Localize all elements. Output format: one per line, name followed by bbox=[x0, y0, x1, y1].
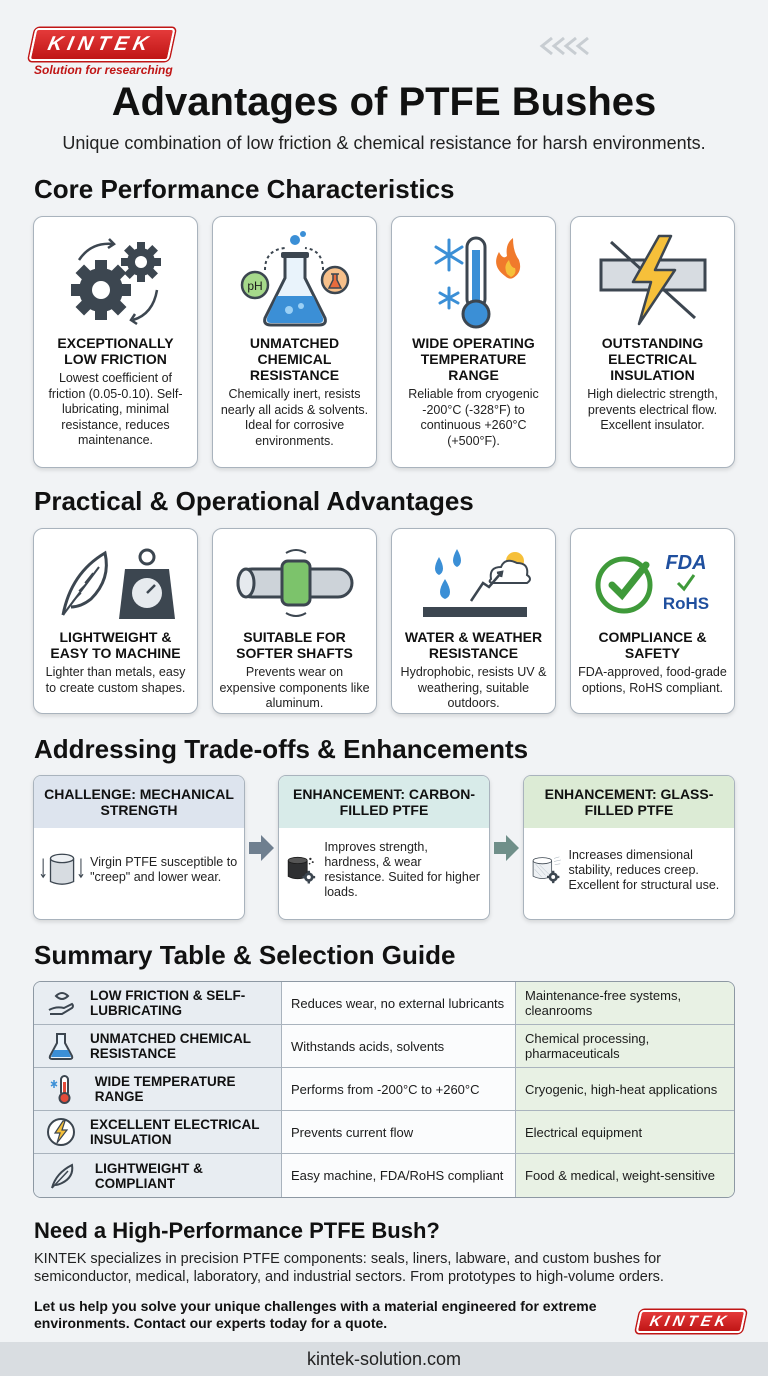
logo-tagline: Solution for researching bbox=[34, 63, 173, 77]
card-text: Reliable from cryogenic -200°C (-328°F) to continuous +260°C (+500°F). bbox=[408, 387, 539, 448]
card-temperature-range bbox=[391, 216, 556, 468]
weather-icon bbox=[398, 537, 549, 629]
application-cell: Chemical processing, pharmaceuticals bbox=[516, 1025, 734, 1067]
lightning-icon bbox=[577, 225, 728, 335]
card-title: EXCEPTIONALLY LOW FRICTION bbox=[57, 335, 174, 367]
card-title: WATER & WEATHER RESISTANCE bbox=[404, 629, 543, 661]
challenge-text: Virgin PTFE susceptible to "creep" and lower wear. bbox=[90, 855, 238, 884]
card-text: Prevents wear on expensive components like aluminum. bbox=[219, 665, 370, 710]
flask-icon bbox=[46, 1028, 76, 1064]
card-text: FDA-approved, food-grade options, RoHS compliant. bbox=[578, 665, 727, 695]
feature-name: WIDE TEMPERATURE RANGE bbox=[94, 1074, 236, 1104]
card-title: LIGHTWEIGHT & EASY TO MACHINE bbox=[50, 629, 181, 661]
check-icon bbox=[577, 537, 728, 629]
tradeoff-flow bbox=[33, 775, 735, 920]
card-softer-shafts bbox=[212, 528, 377, 714]
cta-bold-text: Let us help you solve your unique challenges with a material engineered for extreme environments. Contact our experts today for a quote. bbox=[34, 1298, 597, 1331]
feather-weight-icon bbox=[40, 537, 191, 629]
hand-icon bbox=[46, 985, 76, 1021]
table-row bbox=[34, 1068, 734, 1111]
feather-icon bbox=[46, 1158, 81, 1194]
logo-wordmark: KINTEK bbox=[28, 28, 175, 61]
carbon-text: Improves strength, hardness, & wear resistance. Suited for higher loads. bbox=[324, 840, 480, 899]
glass-cylinder-icon bbox=[530, 834, 562, 906]
decorative-chevrons-icon bbox=[530, 36, 590, 56]
card-text: Lighter than metals, easy to create custom shapes. bbox=[45, 665, 186, 695]
svg-text:pH: pH bbox=[246, 279, 263, 293]
cylinder-icon bbox=[40, 834, 84, 906]
feature-name: LOW FRICTION & SELF-LUBRICATING bbox=[90, 988, 246, 1018]
card-compliance bbox=[570, 528, 735, 714]
carbon-cylinder-icon bbox=[285, 834, 318, 906]
application-cell: Cryogenic, high-heat applications bbox=[516, 1068, 734, 1110]
section-title-tradeoffs: Addressing Trade-offs & Enhancements bbox=[34, 734, 529, 764]
card-chemical-resistance bbox=[212, 216, 377, 468]
benefit-cell: Prevents current flow bbox=[282, 1111, 516, 1153]
footer-website-link[interactable]: kintek-solution.com bbox=[0, 1342, 768, 1376]
kintek-logo-small bbox=[638, 1310, 744, 1333]
core-cards bbox=[33, 216, 735, 468]
arrow-right-icon bbox=[247, 833, 275, 863]
page-subtitle: Unique combination of low friction & chemical resistance for harsh environments. bbox=[62, 133, 706, 153]
cta-text: KINTEK specializes in precision PTFE components: seals, liners, labware, and custom bushes for semiconductor, medical, laboratory, and industrial sectors. From prototypes to high-volume orders. bbox=[34, 1251, 664, 1285]
kintek-logo bbox=[32, 28, 173, 77]
glass-text: Increases dimensional stability, reduces creep. Excellent for structural use. bbox=[568, 847, 720, 892]
card-lightweight bbox=[33, 528, 198, 714]
carbon-header: ENHANCEMENT: CARBON-FILLED PTFE bbox=[279, 776, 489, 828]
gears-icon bbox=[40, 225, 191, 335]
card-title: UNMATCHED CHEMICAL RESISTANCE bbox=[249, 335, 340, 383]
section-title-summary: Summary Table & Selection Guide bbox=[34, 940, 456, 970]
table-row bbox=[34, 982, 734, 1025]
benefit-cell: Performs from -200°C to +260°C bbox=[282, 1068, 516, 1110]
application-cell: Maintenance-free systems, cleanrooms bbox=[516, 982, 734, 1024]
table-row bbox=[34, 1111, 734, 1154]
page-title: Advantages of PTFE Bushes bbox=[111, 80, 657, 124]
feature-name: EXCELLENT ELECTRICAL INSULATION bbox=[90, 1117, 260, 1147]
thermometer-icon bbox=[46, 1071, 81, 1107]
card-text: Chemically inert, resists nearly all acids & solvents. Ideal for corrosive environments. bbox=[220, 387, 369, 448]
benefit-cell: Reduces wear, no external lubricants bbox=[282, 982, 516, 1024]
card-title: WIDE OPERATING TEMPERATURE RANGE bbox=[412, 335, 535, 383]
table-row bbox=[34, 1025, 734, 1068]
card-title: SUITABLE FOR SOFTER SHAFTS bbox=[236, 629, 353, 661]
challenge-header: CHALLENGE: MECHANICAL STRENGTH bbox=[34, 776, 244, 828]
card-low-friction bbox=[33, 216, 198, 468]
lightning-icon bbox=[46, 1114, 76, 1150]
cta-title: Need a High-Performance PTFE Bush? bbox=[34, 1218, 440, 1243]
card-text: High dielectric strength, prevents electrical flow. Excellent insulator. bbox=[587, 387, 718, 432]
application-cell: Food & medical, weight-sensitive bbox=[516, 1154, 734, 1197]
card-title: OUTSTANDING ELECTRICAL INSULATION bbox=[601, 335, 704, 383]
application-cell: Electrical equipment bbox=[516, 1111, 734, 1153]
shaft-icon bbox=[219, 537, 370, 629]
fda-label: FDA bbox=[664, 552, 707, 574]
flask-icon bbox=[219, 225, 370, 335]
thermometer-icon bbox=[398, 225, 549, 335]
summary-table bbox=[33, 981, 735, 1198]
card-title: COMPLIANCE & SAFETY bbox=[598, 629, 707, 661]
benefit-cell: Withstands acids, solvents bbox=[282, 1025, 516, 1067]
card-text: Hydrophobic, resists UV & weathering, suitable outdoors. bbox=[400, 665, 547, 710]
card-text: Lowest coefficient of friction (0.05-0.10). Self-lubricating, minimal resistance, reduces maintenance. bbox=[48, 371, 183, 447]
table-row bbox=[34, 1154, 734, 1197]
benefit-cell: Easy machine, FDA/RoHS compliant bbox=[282, 1154, 516, 1197]
feature-name: UNMATCHED CHEMICAL RESISTANCE bbox=[90, 1031, 251, 1061]
feature-name: LIGHTWEIGHT & COMPLIANT bbox=[94, 1160, 203, 1191]
logo-wordmark: KINTEK bbox=[636, 1310, 747, 1333]
section-title-core: Core Performance Characteristics bbox=[34, 174, 455, 204]
arrow-right-icon bbox=[492, 833, 520, 863]
card-water-weather bbox=[391, 528, 556, 714]
practical-cards bbox=[33, 528, 735, 714]
glass-card bbox=[523, 775, 735, 920]
section-title-practical: Practical & Operational Advantages bbox=[34, 486, 474, 516]
carbon-card bbox=[278, 775, 490, 920]
glass-header: ENHANCEMENT: GLASS-FILLED PTFE bbox=[524, 776, 734, 828]
rohs-label: RoHS bbox=[662, 594, 709, 613]
card-electrical-insulation bbox=[570, 216, 735, 468]
challenge-card bbox=[33, 775, 245, 920]
